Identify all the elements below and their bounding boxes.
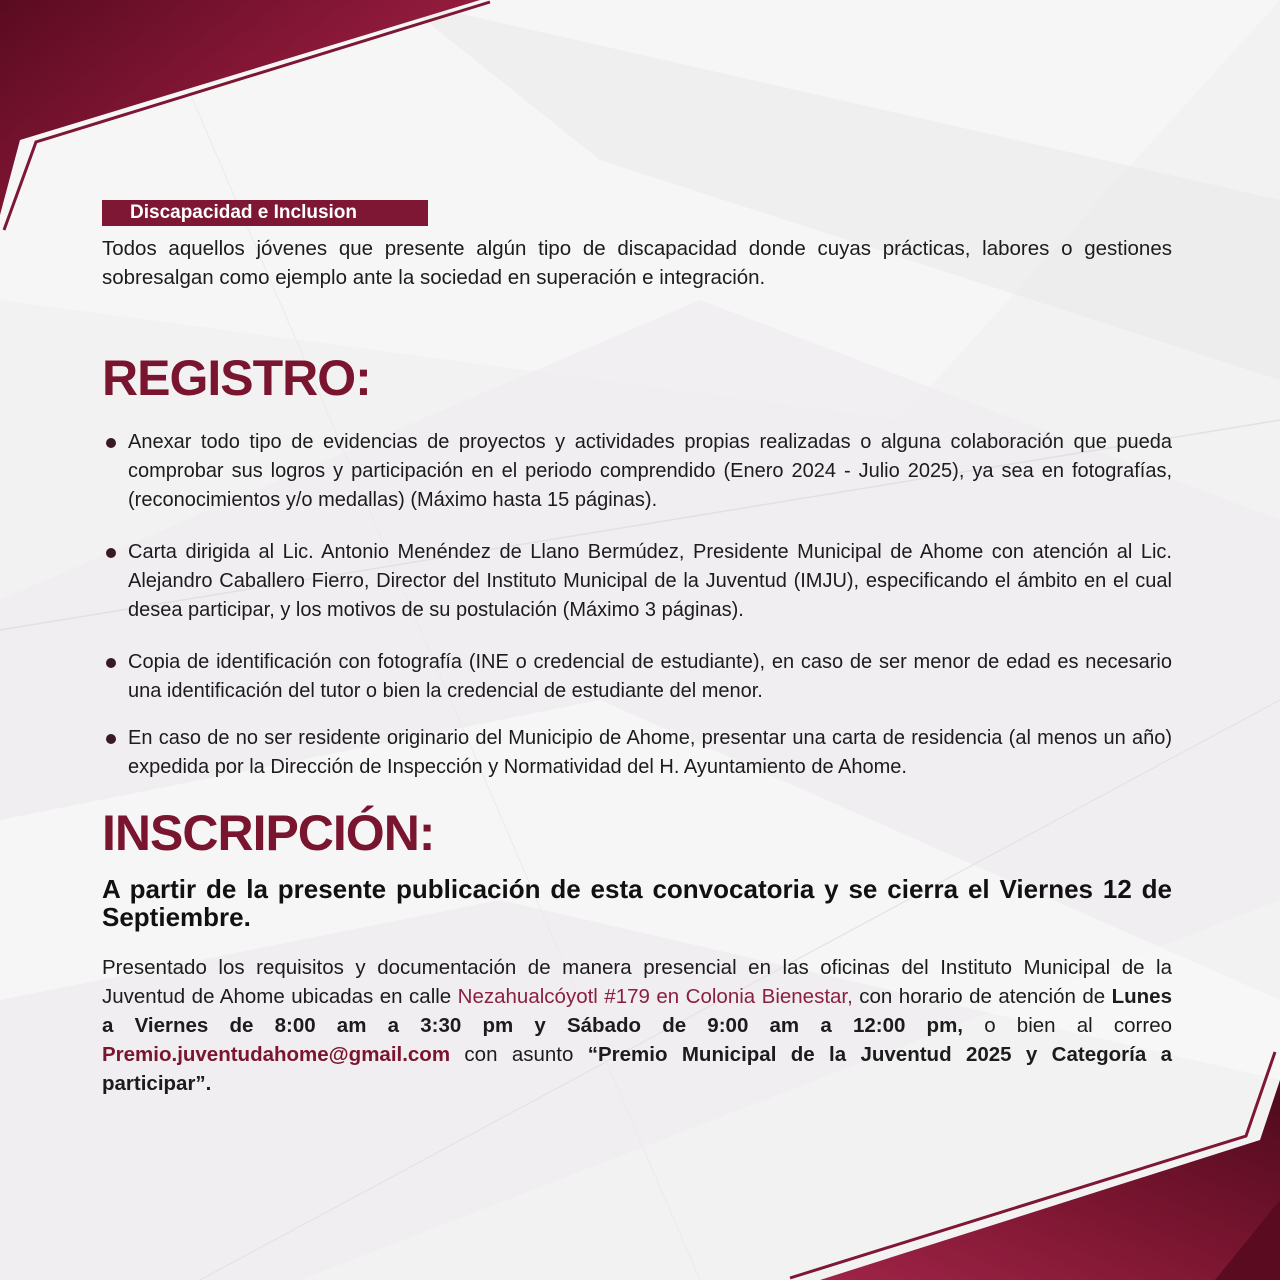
office-hours: Lunes a Viernes de 8:00 am a 3:30 pm y Sábado de 9:00 am a 12:00 pm, bbox=[102, 985, 1172, 1037]
category-description: Todos aquellos jóvenes que presente algún tipo de discapacidad donde cuyas prácticas, labores o gestiones sobresalgan como ejemplo ante la sociedad en superación e integración. bbox=[102, 237, 1172, 289]
list-item bbox=[102, 724, 1172, 782]
main-content bbox=[102, 200, 1172, 1098]
registro-requirements-list bbox=[102, 428, 1172, 782]
category-tag: Discapacidad e Inclusion bbox=[102, 200, 428, 226]
deadline-text: A partir de la presente publicación de esta convocatoria y se cierra el Viernes 12 de Septiembre. bbox=[102, 874, 1172, 932]
requirement-text: Copia de identificación con fotografía (INE o credencial de estudiante), en caso de ser menor de edad es necesario una identificación del tutor o bien la credencial de estudiante del menor. bbox=[128, 651, 1172, 702]
inscripcion-heading: INSCRIPCIÓN: bbox=[102, 805, 435, 861]
requirement-text: En caso de no ser residente originario del Municipio de Ahome, presentar una carta de residencia (al menos un año) expedida por la Dirección de Inspección y Normatividad del H. Ayuntamiento de Ahome. bbox=[128, 727, 1172, 778]
list-item bbox=[102, 428, 1172, 515]
bullet-icon bbox=[106, 658, 116, 668]
list-item bbox=[102, 538, 1172, 625]
details-text: con horario de atención de bbox=[852, 985, 1112, 1008]
list-item bbox=[102, 648, 1172, 706]
bullet-icon bbox=[106, 734, 116, 744]
bullet-icon bbox=[106, 548, 116, 558]
email-subject: “Premio Municipal de la Juventud 2025 y Categoría a participar”. bbox=[102, 1043, 1172, 1095]
requirement-text: Carta dirigida al Lic. Antonio Menéndez de Llano Bermúdez, Presidente Municipal de Ahome con atención al Lic. Alejandro Caballero Fierro, Director del Instituto Municipal de la Juventud (IMJU), especificando el ámbito en el cual desea participar, y los motivos de su postulación (Máximo 3 páginas). bbox=[128, 541, 1172, 621]
details-text: Presentado los requisitos y documentación de manera presencial en las oficinas del Instituto Municipal de la Juventud de Ahome ubicadas en calle bbox=[102, 956, 1172, 1008]
contact-email-link[interactable]: Premio.juventudahome@gmail.com bbox=[102, 1043, 451, 1066]
office-address: Nezahualcóyotl #179 en Colonia Bienestar, bbox=[457, 985, 853, 1008]
requirement-text: Anexar todo tipo de evidencias de proyectos y actividades propias realizadas o alguna colaboración que pueda comprobar sus logros y participación en el periodo comprendido (Enero 2024 - Julio 2025), ya sea en fotografías, (reconocimientos y/o medallas) (Máximo hasta 15 páginas). bbox=[128, 431, 1172, 511]
bullet-icon bbox=[106, 438, 116, 448]
inscripcion-details bbox=[102, 953, 1172, 1098]
details-text: o bien al correo bbox=[963, 1014, 1172, 1037]
details-text: con asunto bbox=[450, 1043, 588, 1066]
registro-heading: REGISTRO: bbox=[102, 350, 371, 406]
